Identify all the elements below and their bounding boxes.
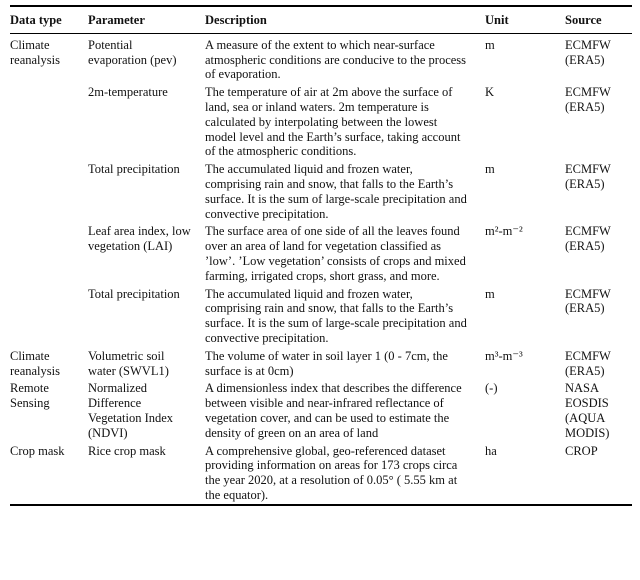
dataset-parameters-table [10,5,632,506]
col-header-unit: Unit [485,6,565,33]
table-body [10,33,632,504]
table-row [10,33,632,83]
cell-unit: m³-m⁻³ [485,348,523,363]
cell-unit: m [485,162,495,177]
cell-datatype [10,160,88,222]
cell-source: CROP [565,443,598,458]
cell-parameter: Normalized Difference Vegetation Index (NDVI) [88,381,174,440]
header-row [10,6,632,33]
cell-unit: (-) [485,381,498,396]
col-header-datatype: Data type [10,6,88,33]
table-row [10,347,632,380]
table-row [10,379,632,441]
cell-parameter: Volumetric soil water (SWVL1) [88,348,169,378]
cell-unit: m [485,286,495,301]
col-header-parameter: Parameter [88,6,205,33]
cell-datatype: Crop mask [10,443,65,458]
cell-unit: m [485,37,495,52]
cell-description: The temperature of air at 2m above the surface of land, sea or inland waters. 2m temperature is calculated by interpolating between the lowest model level and the Earth’s surface, taking account of the atmospheric conditions. [205,85,461,159]
table-row [10,442,632,505]
cell-parameter: Total precipitation [88,286,180,301]
table-row [10,160,632,222]
cell-datatype [10,285,88,347]
cell-source: ECMFW (ERA5) [565,348,611,378]
cell-source: NASA EOSDIS (AQUA MODIS) [565,381,610,440]
cell-datatype [10,222,88,284]
cell-parameter: Potential evaporation (pev) [88,37,177,67]
cell-source: ECMFW (ERA5) [565,286,611,316]
cell-parameter: 2m-temperature [88,85,168,100]
table-row [10,83,632,160]
cell-description: A comprehensive global, geo-referenced dataset providing information on areas for 173 crops circa the year 2020, at a resolution of 0.05° ( 5.55 km at the equator). [205,443,458,502]
cell-datatype [10,83,88,160]
table-row [10,285,632,347]
cell-source: ECMFW (ERA5) [565,224,611,254]
cell-unit: m²-m⁻² [485,224,523,239]
cell-source: ECMFW (ERA5) [565,162,611,191]
cell-description: The surface area of one side of all the leaves found over an area of land for vegetation classified as ’low’. ’Low vegetation’ consists of crops and mixed farming, irrigated crops, short grass, and more. [205,224,466,283]
cell-parameter: Total precipitation [88,162,180,177]
cell-unit: K [485,85,495,100]
cell-datatype: Remote Sensing [10,381,50,411]
cell-description: A dimensionless index that describes the difference between visible and near-infrared reflectance of vegetation cover, and can be used to estimate the density of green on an area of land [205,381,462,440]
cell-description: The accumulated liquid and frozen water, comprising rain and snow, that falls to the Earth’s surface. It is the sum of large-scale precipitation and convective precipitation. [205,286,467,345]
cell-description: The volume of water in soil layer 1 (0 - 7cm, the surface is at 0cm) [205,348,448,378]
table-header [10,6,632,33]
col-header-description: Description [205,6,485,33]
cell-datatype: Climate reanalysis [10,348,60,378]
col-header-source: Source [565,6,632,33]
cell-unit: ha [485,443,497,458]
cell-parameter: Leaf area index, low vegetation (LAI) [88,224,191,254]
cell-parameter: Rice crop mask [88,443,166,458]
cell-source: ECMFW (ERA5) [565,85,611,114]
cell-description: A measure of the extent to which near-surface atmospheric conditions are conducive to the process of evaporation. [205,37,467,82]
cell-datatype: Climate reanalysis [10,37,60,67]
cell-source: ECMFW (ERA5) [565,37,611,67]
table-row [10,222,632,284]
cell-description: The accumulated liquid and frozen water, comprising rain and snow, that falls to the Earth’s surface. It is the sum of large-scale precipitation and convective precipitation. [205,162,467,221]
